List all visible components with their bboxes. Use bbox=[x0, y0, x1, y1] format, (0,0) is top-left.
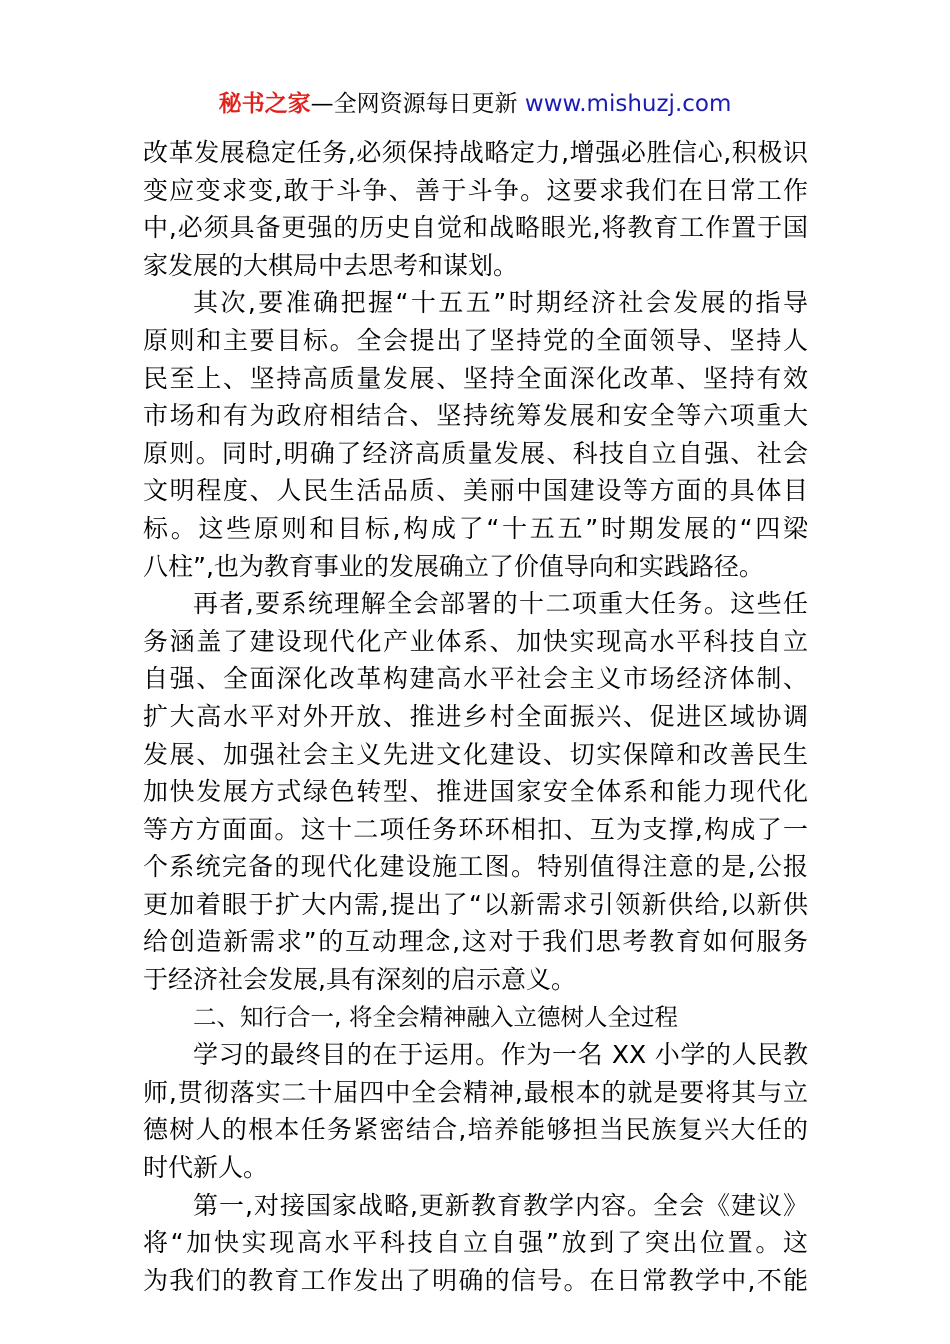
text-line: 扩大高水平对外开放、推进乡村全面振兴、促进区域协调 bbox=[143, 701, 808, 731]
body-text bbox=[143, 134, 808, 1299]
text-line: 务涵盖了建设现代化产业体系、加快实现高水平科技自立 bbox=[143, 626, 808, 656]
text-line: 家发展的大棋局中去思考和谋划。 bbox=[143, 250, 519, 280]
text-line: 八柱”,也为教育事业的发展确立了价值导向和实践路径。 bbox=[143, 551, 764, 581]
text-line: 标。这些原则和目标,构成了“十五五”时期发展的“四梁 bbox=[143, 513, 808, 543]
text-line: 学习的最终目的在于运用。作为一名 XX 小学的人民教 bbox=[193, 1040, 808, 1070]
section-heading: 二、知行合一, 将全会精神融入立德树人全过程 bbox=[193, 1002, 678, 1031]
text-line: 市场和有为政府相结合、坚持统筹发展和安全等六项重大 bbox=[143, 401, 808, 431]
text-line: 文明程度、人民生活品质、美丽中国建设等方面的具体目 bbox=[143, 476, 808, 506]
text-line: 加快发展方式绿色转型、推进国家安全体系和能力现代化 bbox=[143, 777, 808, 807]
text-line: 给创造新需求”的互动理念,这对于我们思考教育如何服务 bbox=[143, 927, 808, 957]
text-line: 民至上、坚持高质量发展、坚持全面深化改革、坚持有效 bbox=[143, 363, 808, 393]
text-line: 发展、加强社会主义先进文化建设、切实保障和改善民生 bbox=[143, 739, 808, 769]
site-url-link[interactable]: www.mishuzj.com bbox=[524, 91, 732, 117]
text-line: 原则和主要目标。全会提出了坚持党的全面领导、坚持人 bbox=[143, 325, 808, 355]
text-line: 第一,对接国家战略,更新教育教学内容。全会《建议》 bbox=[193, 1190, 808, 1220]
text-line: 等方方面面。这十二项任务环环相扣、互为支撑,构成了一 bbox=[143, 814, 808, 844]
text-line: 中,必须具备更强的历史自觉和战略眼光,将教育工作置于国 bbox=[143, 213, 808, 243]
text-line: 于经济社会发展,具有深刻的启示意义。 bbox=[143, 965, 576, 995]
text-line: 师,贯彻落实二十届四中全会精神,最根本的就是要将其与立 bbox=[143, 1077, 808, 1107]
text-line: 改革发展稳定任务,必须保持战略定力,增强必胜信心,积极识 bbox=[143, 138, 808, 167]
text-line: 再者,要系统理解全会部署的十二项重大任务。这些任 bbox=[193, 589, 808, 619]
text-line: 个系统完备的现代化建设施工图。特别值得注意的是,公报 bbox=[143, 852, 808, 882]
text-line: 原则。同时,明确了经济高质量发展、科技自立自强、社会 bbox=[143, 438, 808, 468]
header-tagline: —全网资源每日更新 bbox=[310, 91, 518, 117]
text-line: 时代新人。 bbox=[143, 1153, 269, 1183]
text-line: 自强、全面深化改革构建高水平社会主义市场经济体制、 bbox=[143, 664, 808, 694]
text-line: 更加着眼于扩大内需,提出了“以新需求引领新供给,以新供 bbox=[143, 889, 808, 919]
page-header bbox=[0, 86, 950, 122]
brand-name: 秘书之家 bbox=[218, 91, 311, 117]
text-line: 德树人的根本任务紧密结合,培养能够担当民族复兴大任的 bbox=[143, 1115, 808, 1145]
text-line: 将“加快实现高水平科技自立自强”放到了突出位置。这 bbox=[143, 1228, 808, 1258]
text-line: 变应变求变,敢于斗争、善于斗争。这要求我们在日常工作 bbox=[143, 175, 808, 205]
text-line: 其次,要准确把握“十五五”时期经济社会发展的指导 bbox=[193, 288, 808, 318]
text-line: 为我们的教育工作发出了明确的信号。在日常教学中,不能 bbox=[143, 1265, 808, 1295]
